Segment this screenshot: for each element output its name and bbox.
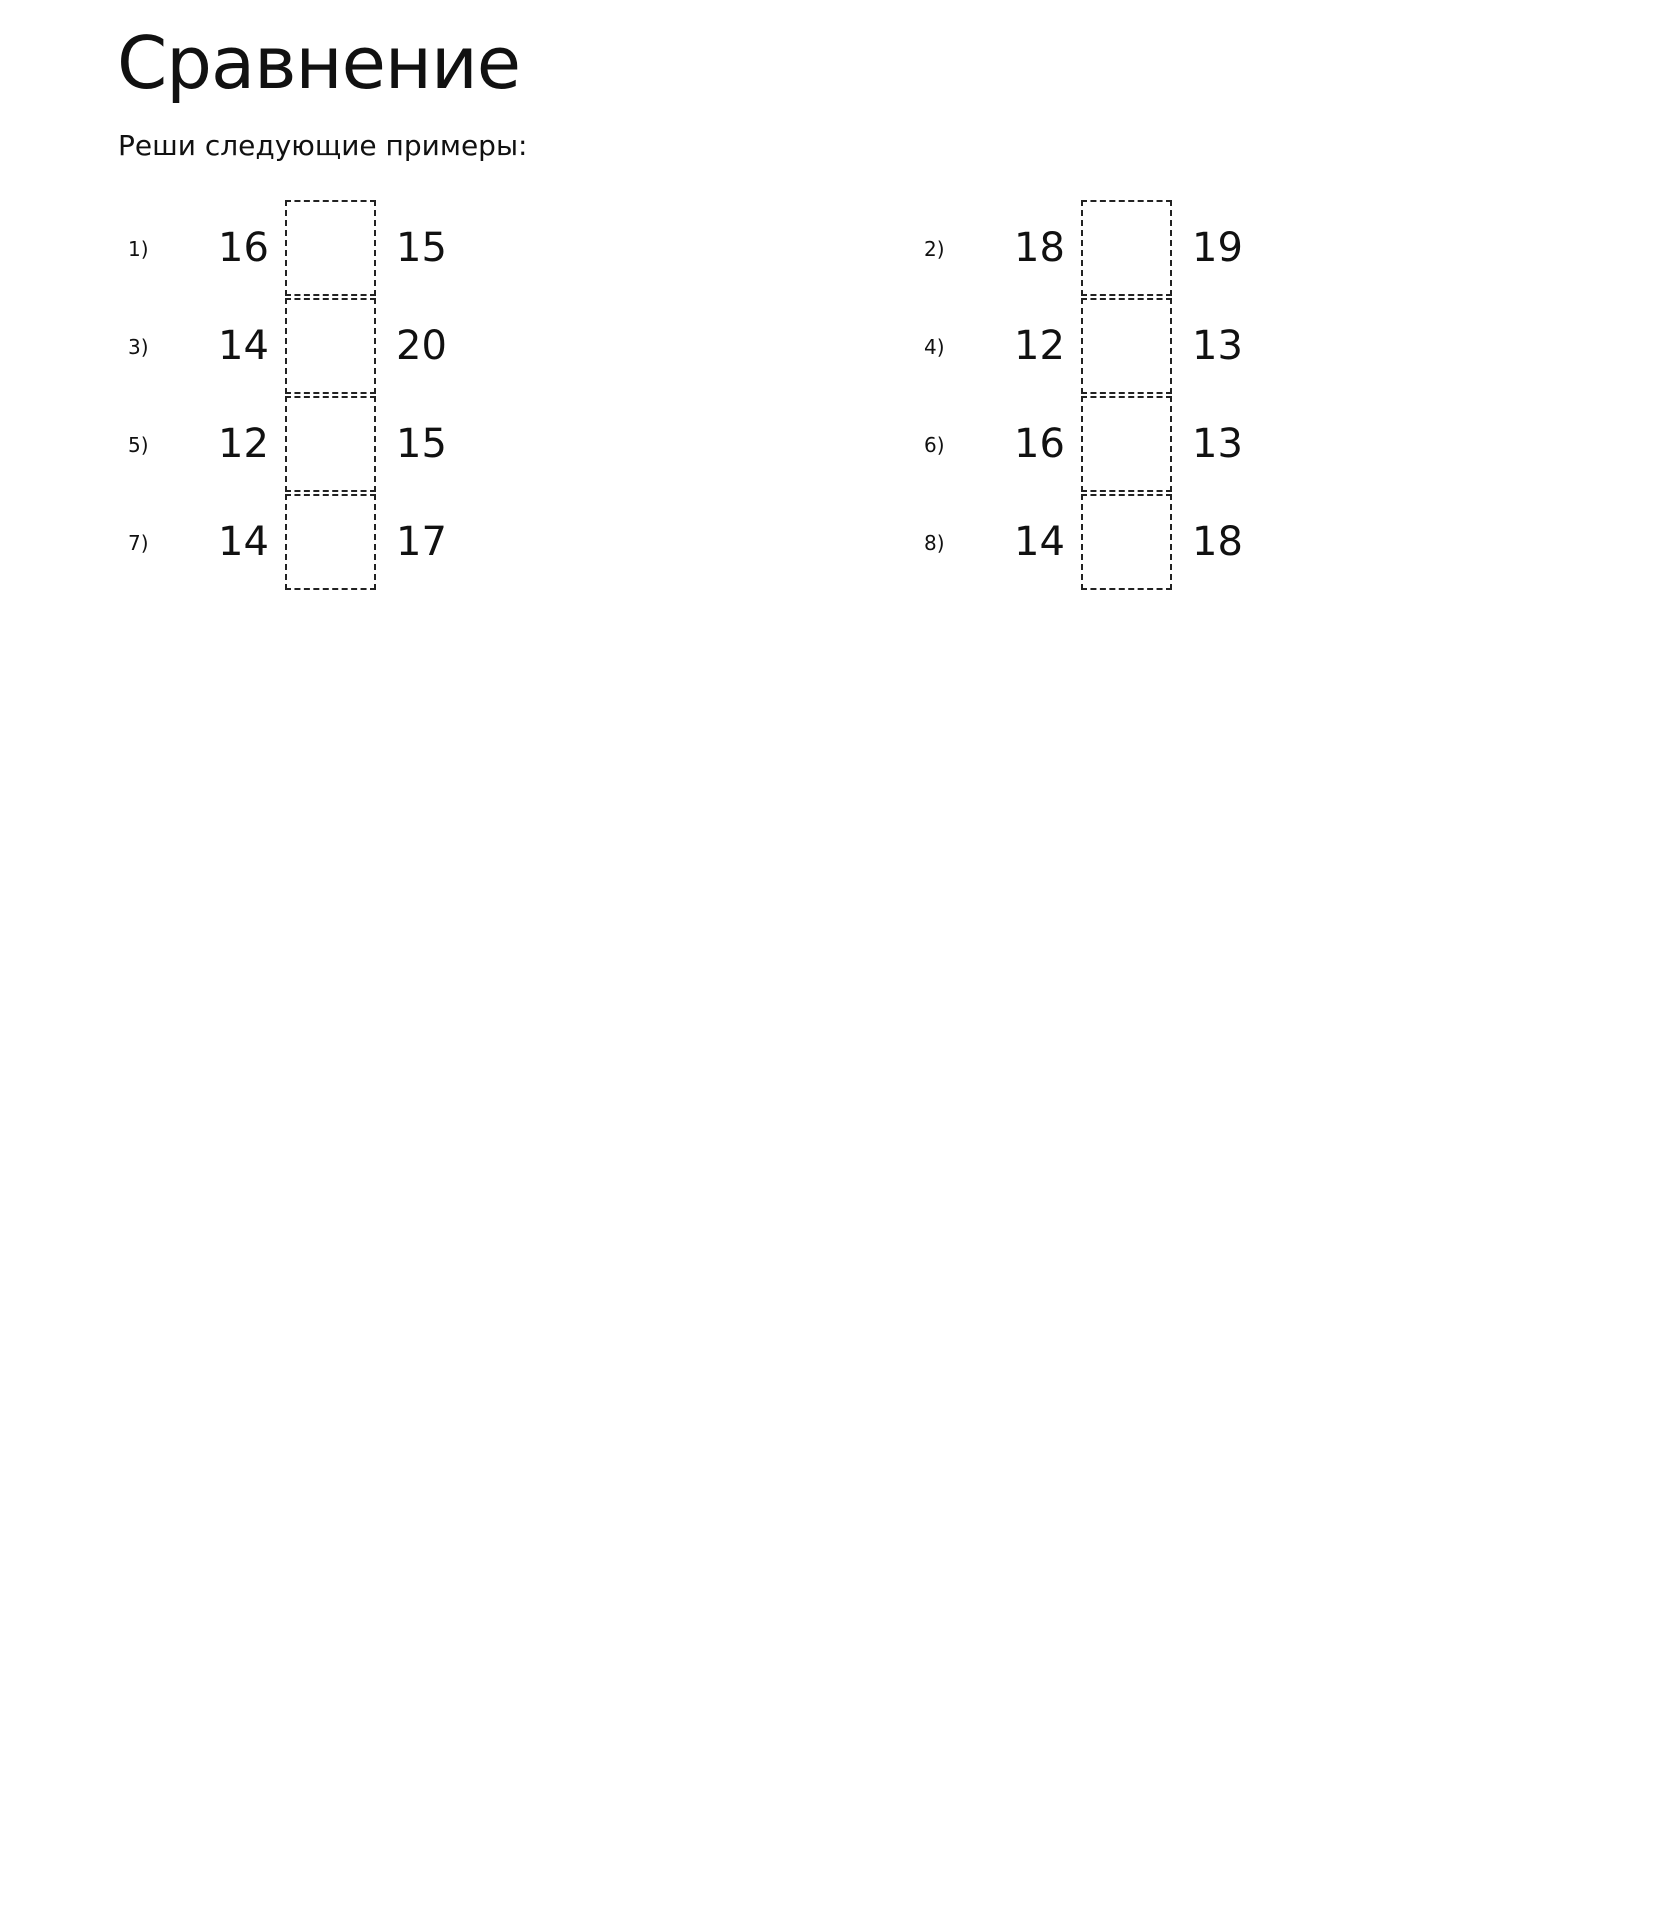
problem-4 (924, 298, 1524, 396)
problem-7 (128, 494, 728, 592)
problem-number: 6) (924, 433, 945, 457)
right-operand: 19 (1192, 225, 1243, 271)
page-title: Сравнение (117, 21, 521, 105)
problem-number: 3) (128, 335, 149, 359)
problem-5 (128, 396, 728, 494)
problem-number: 1) (128, 237, 149, 261)
right-operand: 17 (396, 519, 447, 565)
answer-box[interactable] (285, 494, 376, 590)
right-operand: 15 (396, 225, 447, 271)
left-operand: 16 (1014, 421, 1065, 467)
problem-6 (924, 396, 1524, 494)
problem-1 (128, 200, 728, 298)
left-operand: 16 (218, 225, 269, 271)
problem-3 (128, 298, 728, 396)
left-operand: 12 (218, 421, 269, 467)
problem-8 (924, 494, 1524, 592)
problem-2 (924, 200, 1524, 298)
problem-number: 7) (128, 531, 149, 555)
left-operand: 14 (218, 323, 269, 369)
problem-number: 8) (924, 531, 945, 555)
left-operand: 14 (1014, 519, 1065, 565)
problem-number: 2) (924, 237, 945, 261)
answer-box[interactable] (1081, 494, 1172, 590)
right-operand: 13 (1192, 323, 1243, 369)
answer-box[interactable] (285, 396, 376, 492)
answer-box[interactable] (1081, 298, 1172, 394)
right-operand: 18 (1192, 519, 1243, 565)
instructions: Реши следующие примеры: (118, 129, 528, 162)
right-operand: 15 (396, 421, 447, 467)
left-operand: 12 (1014, 323, 1065, 369)
answer-box[interactable] (1081, 396, 1172, 492)
right-operand: 20 (396, 323, 447, 369)
problem-number: 4) (924, 335, 945, 359)
answer-box[interactable] (285, 200, 376, 296)
left-operand: 18 (1014, 225, 1065, 271)
left-operand: 14 (218, 519, 269, 565)
answer-box[interactable] (1081, 200, 1172, 296)
answer-box[interactable] (285, 298, 376, 394)
problem-number: 5) (128, 433, 149, 457)
right-operand: 13 (1192, 421, 1243, 467)
